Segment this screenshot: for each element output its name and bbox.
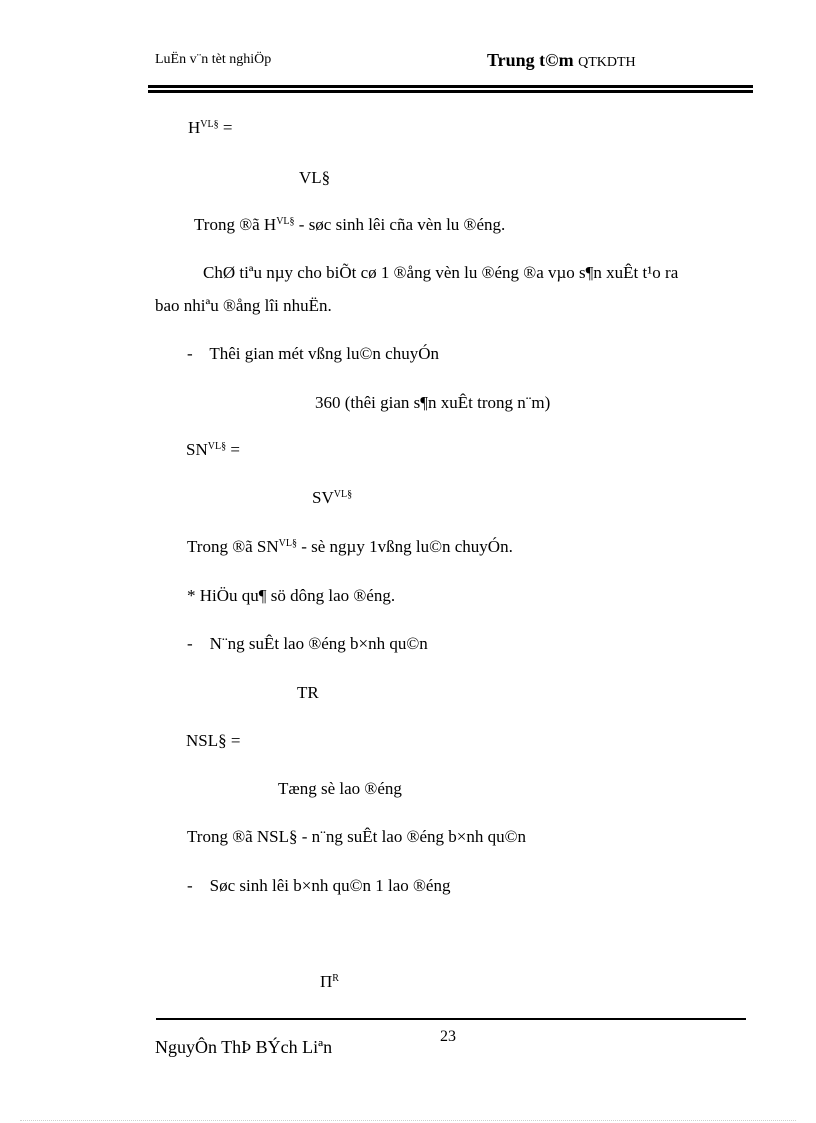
footer-rule [156, 1018, 746, 1020]
formula1-lhs: $H^{VL\S}$ = [188, 118, 233, 137]
paragraph-indicator-line2: bao nhiªu ®ång lîi nhuËn. [155, 296, 332, 315]
formula2-denominator: $SV^{VL\S}$ [312, 488, 353, 507]
page-bottom-dotted-edge [20, 1120, 796, 1121]
paragraph-nsld-definition: Trong ®ã NSL§ - n¨ng suÊt lao ®éng b×nh qu©n [187, 827, 527, 846]
formula2-lhs: $SN^{VL\S}$ = [186, 440, 240, 459]
section-labor-efficiency: * HiÖu qu¶ sö dông lao ®éng. [187, 586, 396, 605]
formula2-numerator: 360 (thêi gian s¶n xuÊt trong n¨m) [315, 393, 551, 412]
formula4-numerator: $\Pi^R$ [320, 972, 339, 991]
header-center-name [487, 50, 636, 71]
header-thesis-title: LuËn v¨n tèt nghiÖp [155, 52, 272, 67]
formula3-lhs: NSL§ = [186, 731, 241, 750]
header-rule-bottom [148, 90, 753, 93]
formula3-denominator: Tæng sè lao ®éng [278, 779, 402, 798]
header-center-code: QTKDTH [578, 55, 636, 70]
paragraph-indicator-line1: ChØ tiªu nµy cho biÕt cø 1 ®ång vèn lu ®éng ®a vµo s¶n xuÊt t¹o ra [203, 263, 679, 282]
bullet-turnover-time: - Thêi gian mét vßng lu©n chuyÓn [187, 344, 439, 363]
bullet-profitability-per-worker: - Søc sinh lêi b×nh qu©n 1 lao ®éng [187, 876, 451, 895]
formula3-numerator: TR [297, 683, 319, 702]
paragraph-snvld-definition: Trong ®ã $SN^{VL\S}$ - sè ngµy 1vßng lu©n chuyÓn. [187, 537, 513, 556]
paragraph-hvld-definition: Trong ®ã $H^{VL\S}$ - søc sinh lêi cña vèn lu ®éng. [194, 215, 506, 234]
footer-author: NguyÔn ThÞ BÝch Liªn [155, 1037, 333, 1057]
page-number: 23 [440, 1028, 456, 1045]
header-center-main: Trung t©m [487, 50, 574, 70]
formula1-denominator: VL§ [299, 168, 331, 187]
bullet-labor-productivity: - N¨ng suÊt lao ®éng b×nh qu©n [187, 634, 428, 653]
header-rule-top [148, 85, 753, 88]
